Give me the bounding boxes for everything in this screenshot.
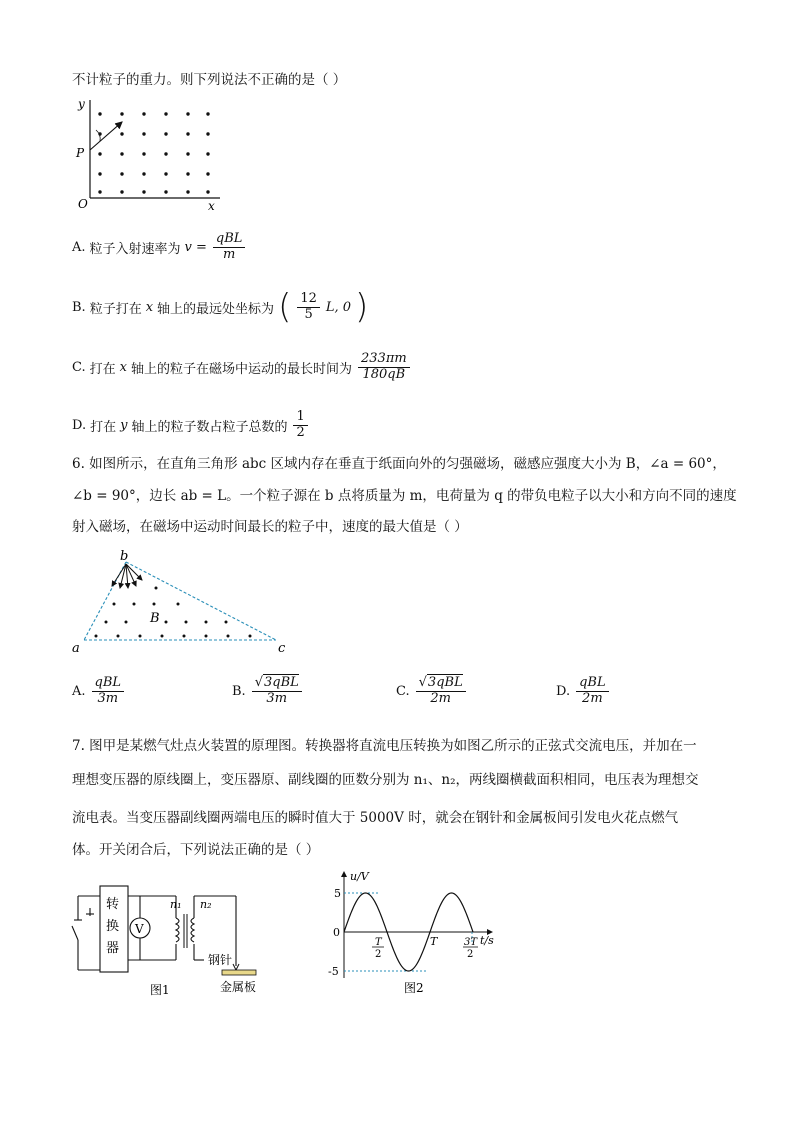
option-variable: y [120, 417, 128, 433]
right-paren: ) [355, 287, 369, 327]
option-variable: v = [184, 239, 207, 255]
q6-stem-line3: 射入磁场，在磁场中运动时间最长的粒子中，速度的最大值是（ ） [72, 519, 468, 535]
secondary-coil [191, 918, 194, 942]
q5-option-a[interactable] [72, 232, 247, 263]
question-intro: 不计粒子的重力。则下列说法不正确的是（ ） [72, 72, 347, 88]
option-label: D. [556, 683, 571, 699]
q7-stem-line1: 7. 图甲是某燃气灶点火装置的原理图。转换器将直流电压转换为如图乙所示的正弦式交流电压，并加在一 [72, 738, 697, 754]
option-label: A. [72, 683, 86, 699]
plate-label: 金属板 [220, 980, 257, 994]
origin-label: 0 [333, 926, 340, 939]
q6-option-a[interactable] [72, 676, 126, 707]
svg-text:n₁: n₁ [170, 898, 182, 911]
u-axis-label: u/V [350, 870, 369, 883]
option-label: B. [232, 683, 246, 699]
q5-option-d[interactable] [72, 410, 310, 441]
vertex-a-label: a [72, 641, 80, 656]
svg-text:T: T [375, 937, 382, 948]
q7-stem-line2: 理想变压器的原线圈上，变压器原、副线圈的匝数分别为 n₁、n₂，两线圈横截面积相同，电压表为理想交 [72, 772, 699, 788]
x-axis-label: x [208, 199, 215, 213]
needle-label: 钢针 [208, 953, 233, 967]
fraction: $\frac{\text{qBL}}{m}$ [213, 232, 246, 263]
velocity-arrow [90, 122, 122, 150]
q6-triangle-figure [70, 548, 300, 658]
q6-stem-line2: ∠b = 90°，边长 ab = L。一个粒子源在 b 点将质量为 m，电荷量为 q 的带负电粒子以大小和方向不同的速度 [72, 488, 737, 504]
q7-sine-chart [326, 868, 506, 998]
q5-option-b[interactable] [72, 287, 369, 327]
option-text: 轴上的粒子数占粒子总数的 [131, 419, 288, 435]
q6-stem-line1: 6. 如图所示，在直角三角形 abc 区域内存在垂直于纸面向外的匀强磁场，磁感应强度大小为 B，∠a = 60°， [72, 456, 726, 472]
svg-text:2: 2 [375, 949, 382, 960]
vertex-c-label: c [278, 641, 286, 656]
field-dots [95, 587, 252, 638]
svg-text:器: 器 [106, 941, 120, 956]
fraction: $\frac{\text{√3qBL}}{3m}$ [252, 676, 302, 707]
fraction: $\frac{12}{5}$ [297, 292, 320, 323]
svg-text:换: 换 [106, 919, 120, 934]
option-text: 轴上的最远处坐标为 [157, 301, 275, 317]
vertex-b-label: b [120, 549, 129, 564]
origin-label: O [78, 197, 88, 211]
option-text: 粒子入射速率为 [89, 241, 181, 257]
option-variable: x [145, 299, 154, 315]
field-b-label: B [150, 611, 160, 626]
q6-option-d[interactable] [556, 676, 611, 707]
option-text: 粒子打在 [89, 301, 142, 317]
side-bc [126, 562, 276, 640]
fraction: $\frac{\text{qBL}}{2m}$ [576, 676, 609, 707]
option-label: A. [72, 239, 86, 255]
fraction: $\frac{1}{2}$ [293, 410, 307, 441]
figure2-caption: 图2 [404, 981, 424, 995]
option-label: C. [396, 683, 410, 699]
t-axis-label: t/s [480, 934, 494, 947]
q6-option-b[interactable] [232, 676, 304, 707]
figure1-caption: 图1 [150, 983, 170, 997]
svg-text:2: 2 [467, 949, 474, 960]
left-paren: ( [278, 287, 292, 327]
q7-stem-line3: 流电表。当变压器副线圈两端电压的瞬时值大于 5000V 时，就会在钢针和金属板间引发电火花点燃气 [72, 810, 679, 826]
option-label: C. [72, 359, 86, 375]
option-text: 打在 [89, 361, 116, 377]
fraction: $\frac{\text{√3qBL}}{2m}$ [416, 676, 466, 707]
primary-coil [176, 918, 179, 942]
tick-label-pos: 5 [334, 887, 341, 900]
svg-text:n₂: n₂ [200, 898, 212, 911]
point-p-label: P [76, 146, 85, 160]
q6-option-c[interactable] [396, 676, 468, 707]
tick-label-neg: -5 [328, 965, 339, 978]
fraction: $\frac{233\pi m}{180qB}$ [358, 352, 410, 383]
svg-text:V: V [135, 922, 144, 936]
q5-option-c[interactable] [72, 352, 412, 383]
svg-text:转: 转 [106, 897, 120, 912]
tick-t-half [372, 937, 384, 960]
q5-figure [74, 94, 234, 214]
option-text: 打在 [90, 419, 117, 435]
y-axis-label: y [78, 97, 85, 111]
coordinate-tail: L, 0 [325, 299, 352, 315]
tick-t-3half [463, 937, 478, 960]
fraction: $\frac{\text{qBL}}{3m}$ [92, 676, 125, 707]
option-variable: x [119, 359, 127, 375]
svg-text:3T: 3T [464, 937, 478, 948]
field-dots [98, 112, 209, 193]
switch [72, 926, 78, 940]
q7-stem-line4: 体。开关闭合后，下列说法正确的是（ ） [72, 842, 320, 858]
tick-t: T [430, 935, 438, 948]
option-label: B. [72, 299, 86, 315]
metal-plate [222, 970, 256, 975]
option-text: 轴上的粒子在磁场中运动的最长时间为 [130, 361, 352, 377]
option-label: D. [72, 417, 87, 433]
q7-circuit-figure [70, 878, 270, 998]
